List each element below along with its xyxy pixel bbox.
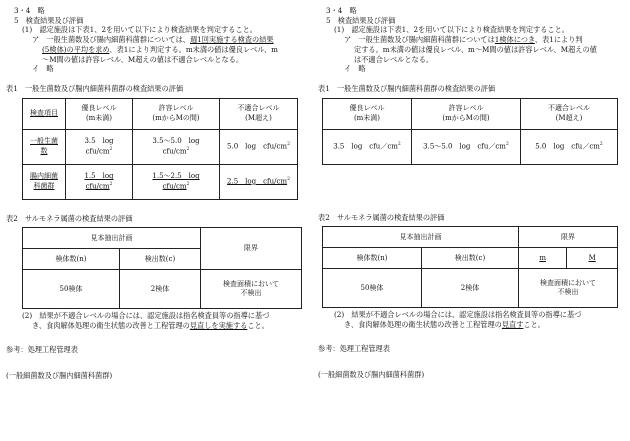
t1-header-good: 優良レベル (m未満) (323, 98, 412, 129)
para-2-line-a: (2) 結果が不適合レベルの場合には、認定施設は指名検査員等の指導に基づ (22, 311, 270, 321)
t1-row2-name: 腸内細菌 科菌群 (23, 164, 66, 199)
left-column (6, 6, 306, 380)
t1-row1-nonconforming: 5.0 log $cfu/cm^2$ (521, 129, 618, 164)
t2-limit-value: 検査面積において 不検出 (201, 270, 302, 309)
t2-limit-header: 限界 (201, 228, 302, 270)
table-2-caption: 表2 サルモネラ属菌の検査結果の評価 (6, 213, 133, 223)
para-1-line-b: ア 一般生菌数及び腸内細菌科菌群については、週1回実施する検査の結果 (32, 35, 274, 45)
t2-n-value: 50検体 (323, 269, 422, 308)
table-2 (322, 226, 618, 308)
t2-n-header: 検体数(n) (323, 248, 422, 269)
t2-c-header: 検出数(c) (422, 248, 519, 269)
para-1-line-e: イ 略 (344, 64, 366, 74)
t2-n-value: 50検体 (23, 270, 120, 309)
para-1-line-c: (5検体)の平均を求め、表1により判定する。m未満の値は優良レベル、m (42, 44, 278, 54)
t1-row1-good: 3.5 log cfu/$cm^2$ (66, 129, 133, 164)
bottom-note: (一般細菌数及び腸内細菌科菌群) (6, 370, 113, 380)
para-1-line-b: ア 一般生菌数及び腸内細菌科菌群については1検体につき、表1により判 (344, 35, 583, 45)
table-1 (322, 98, 618, 165)
t1-row1-good: 3.5 log $cfu/cm^2$ (323, 129, 412, 164)
table-1-caption: 表1 一般生菌数及び腸内細菌科菌群の検査結果の評価 (6, 84, 184, 94)
para-2-line-b: き、食肉解体処理の衛生状態の改善と工程管理の見直すこと。 (344, 320, 545, 330)
t1-row2-nonconforming: 2.5 log cfu/$cm^2$ (220, 164, 298, 199)
t1-header-acceptable: 許容レベル (mからMの間) (133, 98, 220, 129)
t2-c-value: 2検体 (422, 269, 519, 308)
t1-row1-acceptable: 3.5～5.0 log $cfu/cm^2$ (412, 129, 521, 164)
reference-label: 参考：処理工程管理表 (318, 343, 390, 353)
t2-M-header: M (567, 248, 618, 269)
para-1-line-a: (1) 認定施設は下表1、2を用いて以下により検査結果を判定すること。 (22, 25, 257, 35)
table-1 (22, 98, 298, 200)
para-2-line-b: き、食肉解体処理の衛生状態の改善と工程管理の見直しを実施すること。 (32, 321, 269, 331)
heading: 3・4 略 (14, 6, 45, 15)
t2-n-header: 検体数(n) (23, 249, 120, 270)
heading: 3・4 略 (326, 6, 357, 15)
t1-row1-acceptable: 3.5～5.0 log cfu/$cm^2$ (133, 129, 220, 164)
table-1-caption: 表1 一般生菌数及び腸内細菌科菌群の検査結果の評価 (318, 84, 496, 94)
t1-header-nonconforming: 不適合レベル (M超え) (220, 98, 298, 129)
right-column (318, 6, 624, 379)
t2-limit-header: 限界 (519, 227, 618, 248)
t2-m-header: m (519, 248, 567, 269)
t2-c-header: 検出数(c) (120, 249, 201, 270)
section-5-title: 5 検査結果及び評価 (14, 15, 84, 25)
t1-row2-good: 1.5 log cfu/$cm^2$ (66, 164, 133, 199)
bottom-note: (一般細菌数及び腸内細菌科菌群) (318, 369, 425, 379)
t2-plan-header: 見本抽出計画 (23, 228, 201, 249)
reference-label: 参考：処理工程管理表 (6, 344, 78, 354)
table-2-caption: 表2 サルモネラ属菌の検査結果の評価 (318, 212, 445, 222)
t1-header-nonconforming: 不適合レベル (M超え) (521, 98, 618, 129)
t1-row1-name: 一般生菌 数 (23, 129, 66, 164)
para-1-line-c: 定する。m未満の値は優良レベル、m～M間の値は許容レベル、M超えの値 (354, 44, 597, 54)
t1-header-acceptable: 許容レベル (mからMの間) (412, 98, 521, 129)
para-1-line-a: (1) 認定施設は下表1、2を用いて以下により検査結果を判定すること。 (334, 25, 569, 35)
table-2 (22, 227, 302, 309)
para-1-line-d: は不適合レベルとなる。 (354, 54, 434, 64)
t1-row1-nonconforming: 5.0 log cfu/$cm^2$ (220, 129, 298, 164)
para-1-line-e: イ 略 (32, 64, 54, 74)
t2-c-value: 2検体 (120, 270, 201, 309)
t1-row2-acceptable: 1.5～2.5 log cfu/$cm^2$ (133, 164, 220, 199)
t2-plan-header: 見本抽出計画 (323, 227, 519, 248)
t1-header-good: 優良レベル (m未満) (66, 98, 133, 129)
para-2-line-a: (2) 結果が不適合レベルの場合には、認定施設は指名検査員等の指導に基づ (334, 310, 582, 320)
section-5-title: 5 検査結果及び評価 (326, 15, 396, 25)
t1-header-item: 検査項目 (23, 98, 66, 129)
t2-limit-value: 検査面積において 不検出 (519, 269, 618, 308)
para-1-line-d: ～M間の値は許容レベル、M超えの値は不適合レベルとなる。 (42, 54, 244, 64)
